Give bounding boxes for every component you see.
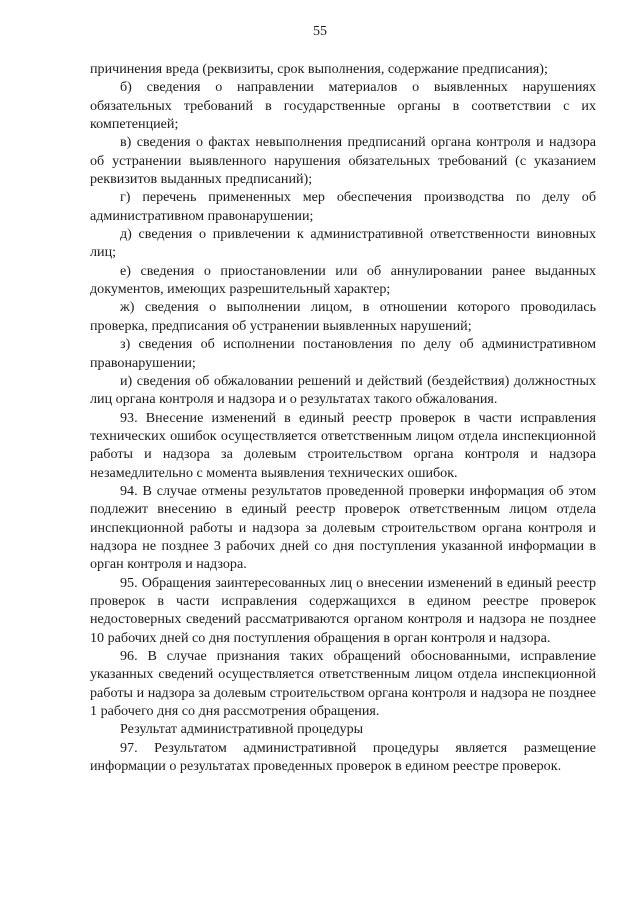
- paragraph-item-i: и) сведения об обжаловании решений и действий (бездействия) должностных лиц органа контроля и надзора и о результатах такого обжалования.: [90, 372, 596, 408]
- document-body: [90, 60, 596, 775]
- paragraph-item-v: в) сведения о фактах невыполнения предписаний органа контроля и надзора об устранении выявленного нарушения обязательных требований (с указанием реквизитов выданных предписаний);: [90, 134, 596, 188]
- paragraph-item-b: б) сведения о направлении материалов о выявленных нарушениях обязательных требований в государственные органы в соответствии с их компетенцией;: [90, 79, 596, 133]
- paragraph-97: 97. Результатом административной процедуры является размещение информации о результатах проведенных проверок в едином реестре проверок.: [90, 739, 596, 775]
- page-number: 55: [313, 24, 327, 39]
- paragraph-95: 95. Обращения заинтересованных лиц о внесении изменений в единый реестр проверок в части исправления содержащихся в едином реестре проверок недостоверных сведений рассматриваются органом контроля и надзора не позднее 10 рабочих дней со дня поступления обращения в орган контроля и надзора.: [90, 574, 596, 646]
- paragraph-harm-continuation: причинения вреда (реквизиты, срок выполнения, содержание предписания);: [90, 61, 548, 77]
- section-heading-result: Результат административной процедуры: [120, 721, 364, 738]
- paragraph-item-e: е) сведения о приостановлении или об аннулировании ранее выданных документов, имеющих разрешительный характер;: [90, 262, 596, 298]
- paragraph-item-z: з) сведения об исполнении постановления по делу об административном правонарушении;: [90, 336, 596, 371]
- paragraph-96: 96. В случае признания таких обращений обоснованными, исправление указанных сведений осуществляется ответственным лицом отдела инспекционной работы и надзора за долевым строительством органа контроля и надзора не позднее 1 рабочего дня со дня рассмотрения обращения.: [90, 648, 596, 720]
- paragraph-94: 94. В случае отмены результатов проведенной проверки информация об этом подлежит внесению в единый реестр проверок ответственным лицом отдела инспекционной работы и надзора за долевым строительством органа контроля и надзора не позднее 3 рабочих дней со дня поступления указанной информации в орган контроля и надзора.: [90, 482, 596, 573]
- paragraph-93: 93. Внесение изменений в единый реестр проверок в части исправления технических ошибок осуществляется ответственным лицом отдела инспекционной работы и надзора за долевым строительством органа контроля и надзора незамедлительно с момента выявления технических ошибок.: [90, 409, 596, 481]
- paragraph-item-g: г) перечень примененных мер обеспечения производства по делу об административном правонарушении;: [90, 189, 596, 224]
- paragraph-item-zh: ж) сведения о выполнении лицом, в отношении которого проводилась проверка, предписания об устранении выявленных нарушений;: [90, 299, 596, 334]
- paragraph-item-d: д) сведения о привлечении к административной ответственности виновных лиц;: [90, 226, 596, 261]
